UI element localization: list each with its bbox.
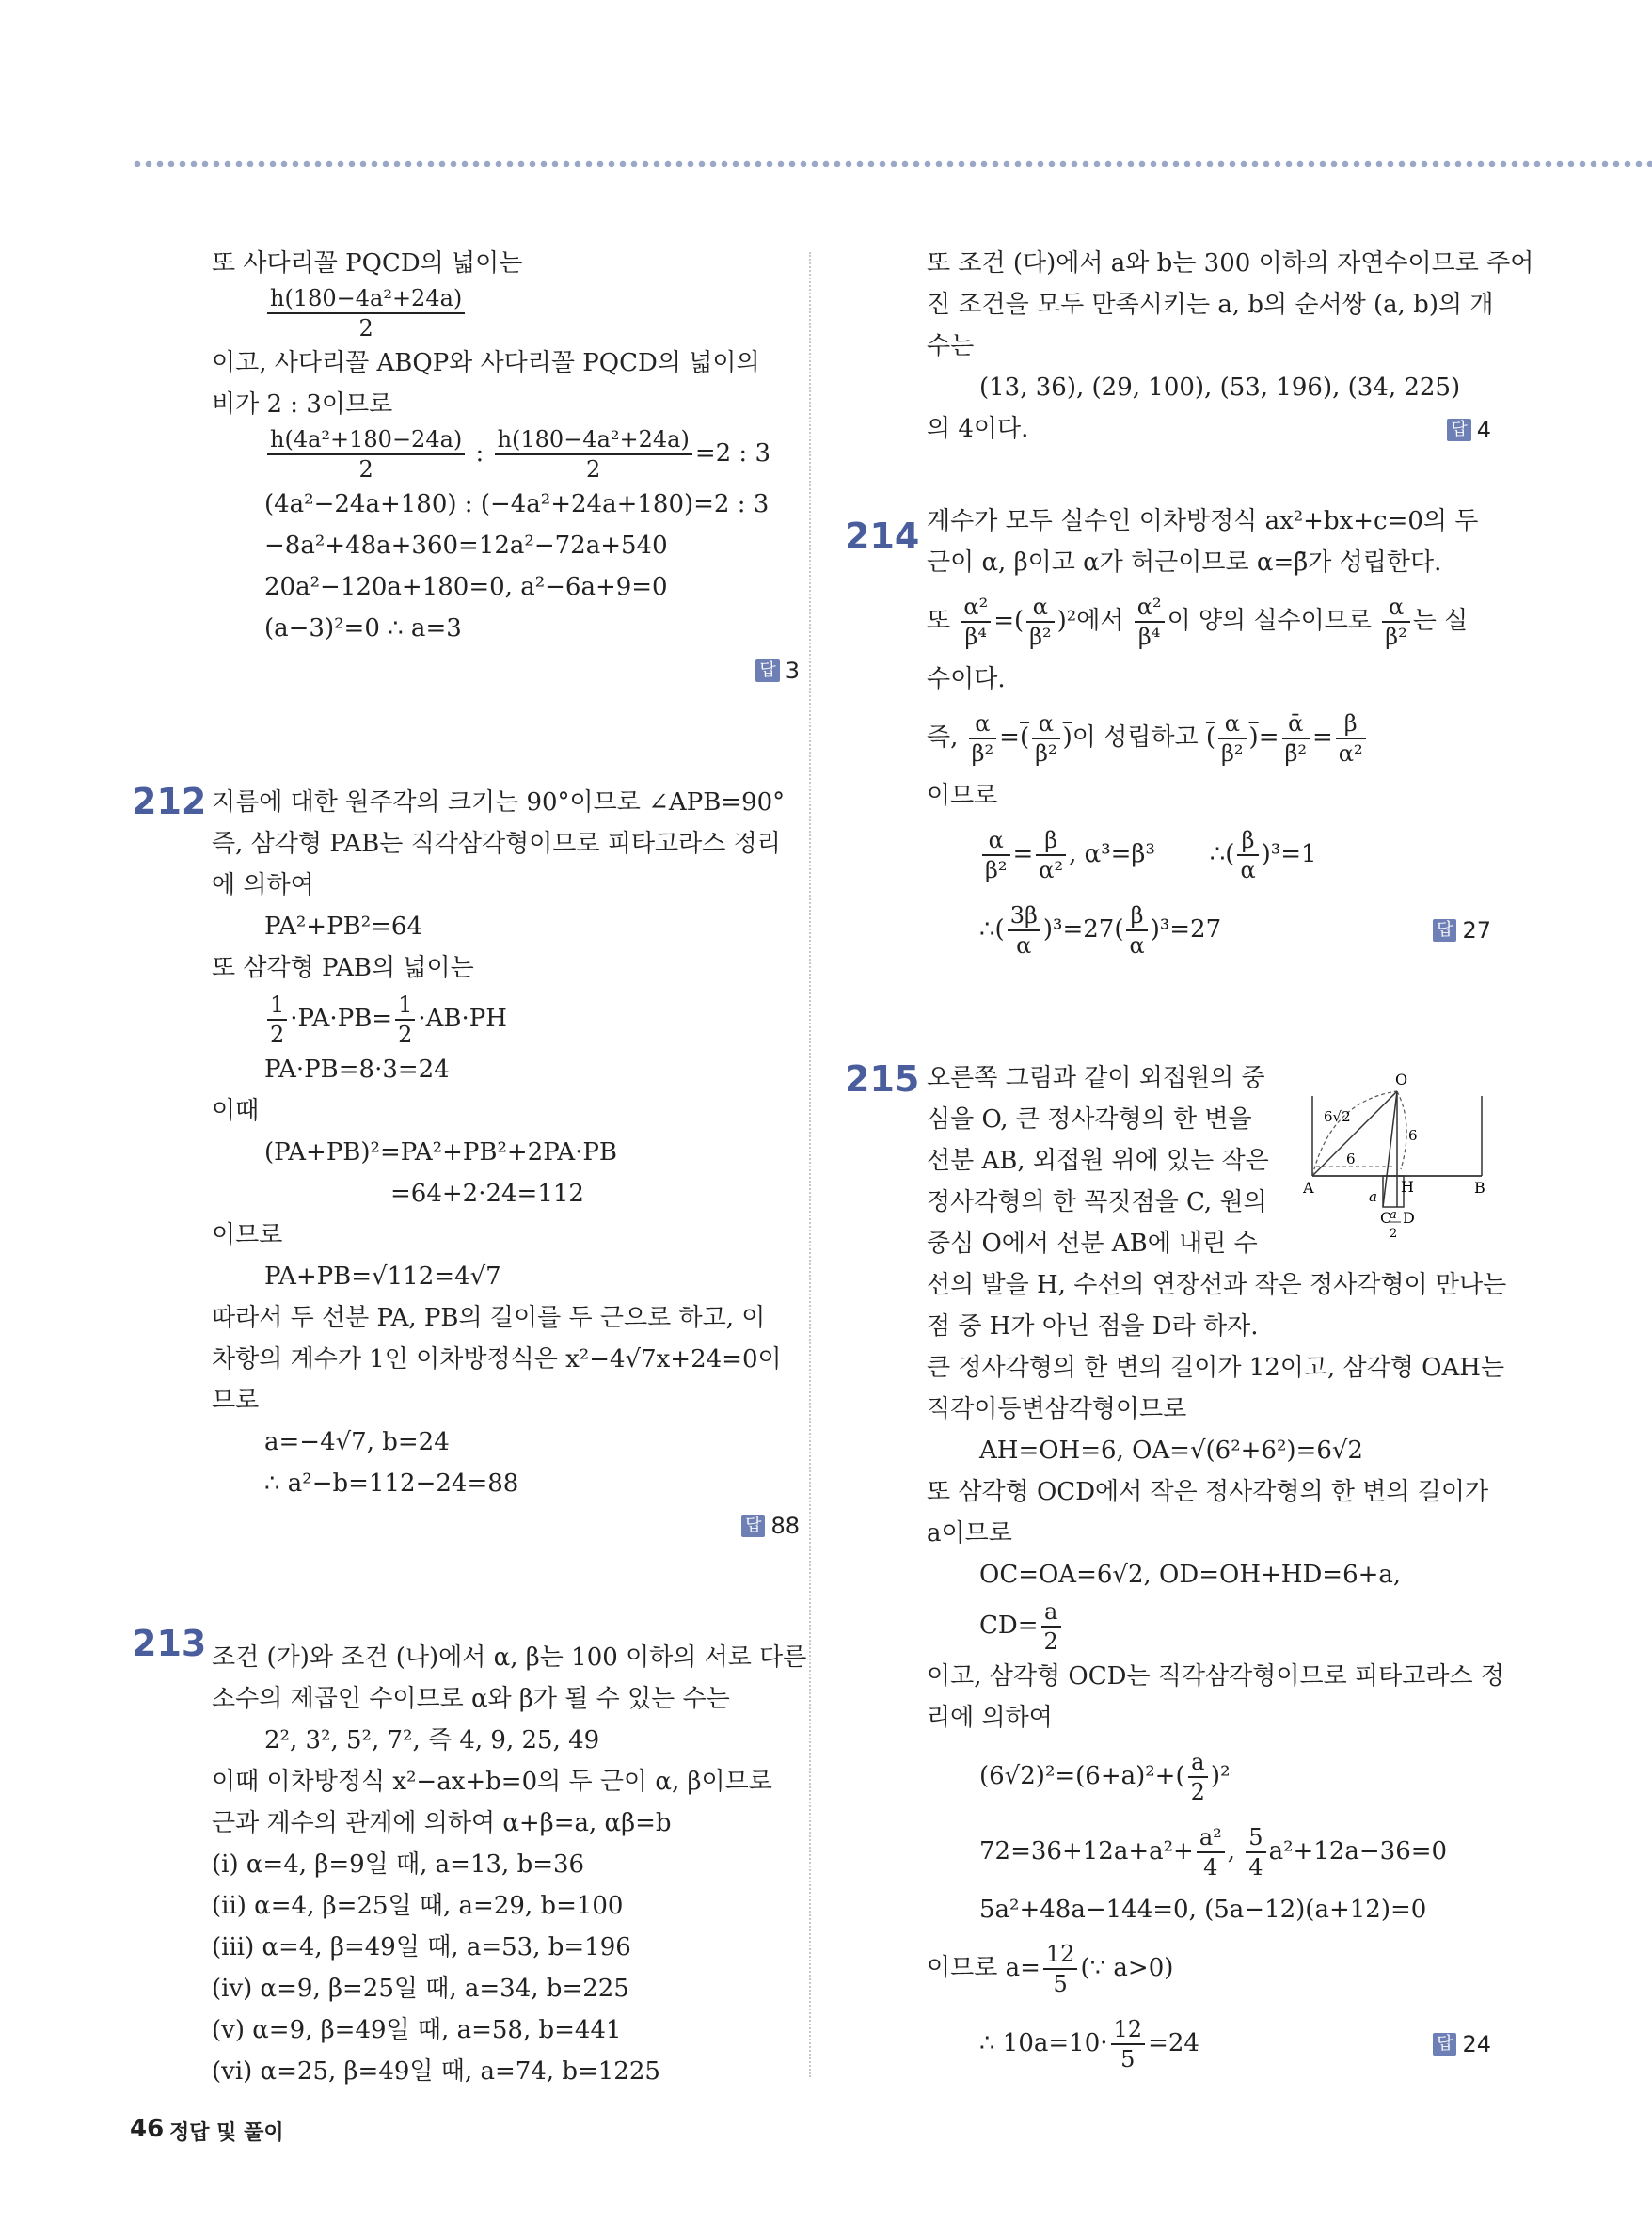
text-line: 수는 (927, 332, 975, 360)
label-2: 2 (1390, 1227, 1398, 1241)
fraction: $\frac{12}{5}$ (1111, 2015, 1146, 2073)
equation: a=−4√7, b=24 (264, 1428, 450, 1456)
text-line: 계수가 모두 실수인 이차방정식 ax²+bx+c=0의 두 (927, 507, 1479, 535)
equation: AH=OH=6, OA=√(6²+6²)=6√2 (979, 1437, 1363, 1465)
fraction: $\frac{1}{2}$ (267, 991, 287, 1049)
text-line: 지름에 대한 원주각의 크기는 90°이므로 ∠APB=90° (212, 788, 786, 817)
text-line: 심을 O, 큰 정사각형의 한 변을 (927, 1105, 1252, 1134)
equation: 이므로 a= $\frac{12}{5}$ (∵ a>0) (927, 1941, 1174, 1997)
equation: OC=OA=6√2, OD=OH+HD=6+a, (979, 1561, 1402, 1589)
case-line: (iv) α=9, β=25일 때, a=34, b=225 (212, 1975, 629, 2003)
equation: 20a²−120a+180=0, a²−6a+9=0 (264, 573, 668, 601)
text-line: 이고, 사다리꼴 ABQP와 사다리꼴 PQCD의 넓이의 (212, 349, 760, 377)
answer-badge: 답 (1447, 419, 1470, 441)
fraction: $\frac{a}{2}$ (1041, 1597, 1061, 1656)
text-line: 정사각형의 한 꼭짓점을 C, 원의 (927, 1188, 1267, 1216)
text-line: 또 삼각형 OCD에서 작은 정사각형의 한 변의 길이가 (927, 1478, 1489, 1506)
equation: PA²+PB²=64 (264, 913, 422, 941)
equation: ∴ 10a=10· $\frac{12}{5}$ =24 답 24 (927, 2006, 1491, 2081)
fraction: $\frac{\alpha}{\text{β²}}$ (1382, 593, 1410, 651)
answer-badge: 답 (755, 659, 779, 682)
equation: PA+PB=√112=4√7 (264, 1262, 501, 1291)
text-line: 이므로 (212, 1221, 283, 1249)
equation (212, 284, 800, 342)
label-6-bottom: 6 (1346, 1151, 1356, 1167)
label-a-side: a (1369, 1188, 1377, 1205)
equation: 즉, $\frac{\alpha}{\text{β²}}$ =( $\frac{\alpha}{\text{β²}}$ )이 성립하고 ( $\frac{\alpha}{\text{β²}}$ )= $\frac{\text{ᾱ}}{\text{β̄²}}$ = $\frac{\beta}{\text{α²}}$ (927, 700, 1491, 775)
text-line: 또 조건 (다)에서 a와 b는 300 이하의 자연수이므로 주어 (927, 249, 1534, 278)
equation: 또 $\frac{\text{α²}}{\text{β⁴}}$ =( $\frac{\alpha}{\text{β²}}$ )²에서 $\frac{\text{α²}}{\text{β⁴}}$ 이 양의 실수이므로 $\frac{\alpha}{\text{β²}}$ 는 실 (927, 594, 1469, 650)
equation: $\frac{1}{2}$ ·PA·PB= $\frac{1}{2}$ ·AB·PH (212, 989, 800, 1049)
text-line: 큰 정사각형의 한 변의 길이가 12이고, 삼각형 OAH는 (927, 1354, 1505, 1382)
equation: $\frac{\alpha}{\text{β²}}$ = $\frac{\beta}{\text{α²}}$ , α³=β³ ∴( $\frac{\beta}{\alpha}$ )³=1 (927, 817, 1491, 892)
text-line: 중심 O에서 선분 AB에 내린 수 (927, 1230, 1258, 1258)
text-line: 소수의 제곱인 수이므로 α와 β가 될 수 있는 수는 (212, 1685, 730, 1713)
fraction: $\frac{\beta}{\text{α²}}$ (1336, 709, 1366, 768)
text-line: 또 사다리꼴 PQCD의 넓이는 (212, 249, 523, 278)
label-o: O (1395, 1071, 1408, 1088)
text-line: 즉, 삼각형 PAB는 직각삼각형이므로 피타고라스 정리 (212, 830, 781, 858)
problem-215-wrapped (927, 1057, 1284, 1264)
text-line: 따라서 두 선분 PA, PB의 길이를 두 근으로 하고, 이 (212, 1304, 766, 1332)
fraction: $\frac{\beta}{\alpha}$ (1126, 901, 1147, 960)
text-line: 수이다. (927, 665, 1006, 693)
label-a-half: a (1390, 1208, 1397, 1222)
text-line: 직각이등변삼각형이므로 (927, 1395, 1187, 1423)
label-a: A (1303, 1179, 1314, 1197)
problem-number-213: 213 (132, 1623, 207, 1664)
text-line: 의 4이다. 답 4 (927, 408, 1491, 450)
fraction: $\frac{\alpha}{\text{β²}}$ (1026, 593, 1055, 651)
fraction: $\frac{\alpha}{\text{β²}}$ (969, 709, 997, 768)
text-line: 조건 (가)와 조건 (나)에서 α, β는 100 이하의 서로 다른 (212, 1643, 807, 1672)
fraction: $\frac{\text{α²}}{\text{β⁴}}$ (961, 593, 991, 651)
footer-title: 정답 및 풀이 (169, 2121, 284, 2145)
text-line: 선의 발을 H, 수선의 연장선과 작은 정사각형이 만나는 (927, 1271, 1507, 1299)
fraction: $\frac{\text{h(4a²+180−24a)}}{2}$ (267, 425, 465, 484)
fraction: $\frac{1}{2}$ (395, 991, 415, 1049)
case-line: (iii) α=4, β=49일 때, a=53, b=196 (212, 1933, 631, 1961)
fraction: $\frac{\alpha}{\text{β²}}$ (1218, 709, 1247, 768)
fraction: $\frac{\text{ᾱ}}{\text{β̄²}}$ (1282, 709, 1310, 768)
problem-number-212: 212 (132, 781, 207, 822)
equation: (6√2)²=(6+a)²+( $\frac{a}{2}$ )² (979, 1749, 1231, 1805)
fraction: $\frac{\text{a²}}{4}$ (1197, 1823, 1225, 1882)
text-line: 진 조건을 모두 만족시키는 a, b의 순서쌍 (a, b)의 개 (927, 291, 1494, 319)
fraction: $\frac{\alpha}{\text{β²}}$ (1032, 709, 1060, 768)
fraction: $\frac{\text{h(180−4a²+24a)}}{2}$ (267, 284, 465, 342)
equation: (PA+PB)²=PA²+PB²+2PA·PB (264, 1138, 617, 1167)
label-6root2: 6√2 (1324, 1108, 1351, 1125)
case-line: (vi) α=25, β=49일 때, a=74, b=1225 (212, 2057, 660, 2086)
fraction: $\frac{\alpha}{\text{β²}}$ (982, 826, 1010, 884)
text-line: 에 의하여 (212, 871, 314, 899)
equation: 2², 3², 5², 7², 즉 4, 9, 25, 49 (264, 1726, 600, 1755)
equation: (4a²−24a+180) : (−4a²+24a+180)=2 : 3 (264, 490, 770, 518)
text-line: 선분 AB, 외접원 위에 있는 작은 (927, 1147, 1269, 1175)
answer-215: 답 24 (1433, 2006, 1491, 2082)
fraction: $\frac{12}{5}$ (1043, 1940, 1078, 1998)
equation: 72=36+12a+a²+ $\frac{\text{a²}}{4}$ , $\frac{5}{4}$ a²+12a−36=0 (979, 1824, 1448, 1881)
top-dotted-rule (132, 160, 1652, 167)
answer-badge: 답 (1433, 919, 1456, 942)
problem-number-215: 215 (845, 1058, 920, 1100)
fraction: $\frac{a}{2}$ (1188, 1748, 1208, 1806)
column-divider (809, 252, 811, 2077)
answer-badge: 답 (741, 1515, 765, 1537)
fraction: $\frac{\text{h(180−4a²+24a)}}{2}$ (495, 425, 692, 484)
fraction: $\frac{5}{4}$ (1246, 1823, 1265, 1882)
geometry-figure (1303, 1068, 1491, 1256)
text-line: 므로 (212, 1387, 260, 1415)
page-number: 46 (130, 2115, 165, 2143)
text-line: 근과 계수의 관계에 의하여 α+β=a, αβ=b (212, 1809, 672, 1837)
label-c: C (1380, 1209, 1392, 1227)
text-line: 차항의 계수가 1인 이차방정식은 x²−4√7x+24=0이 (212, 1345, 782, 1373)
case-line: (i) α=4, β=9일 때, a=13, b=36 (212, 1850, 585, 1879)
answer-211: 답 3 (212, 649, 800, 691)
label-h: H (1401, 1178, 1414, 1196)
fraction: $\frac{3\beta}{\alpha}$ (1008, 901, 1040, 960)
text-line: 이때 (212, 1097, 260, 1125)
equation: (a−3)²=0 ∴ a=3 (264, 614, 462, 643)
text-line: 이때 이차방정식 x²−ax+b=0의 두 근이 α, β이므로 (212, 1768, 772, 1796)
equation: −8a²+48a+360=12a²−72a+540 (264, 532, 668, 560)
left-column (212, 243, 807, 2092)
text-line: 이고, 삼각형 OCD는 직각삼각형이므로 피타고라스 정 (927, 1662, 1504, 1691)
answer-214: 답 27 (1433, 892, 1491, 968)
equation: $\frac{\text{h(4a²+180−24a)}}{2}$ : $\frac{\text{h(180−4a²+24a)}}{2}$ =2 : 3 (212, 425, 800, 484)
text-line: 또 삼각형 PAB의 넓이는 (212, 954, 474, 982)
equation: PA·PB=8·3=24 (264, 1056, 450, 1084)
text-line: 리에 의하여 (927, 1704, 1053, 1732)
equation: ∴( $\frac{3\beta}{\alpha}$ )³=27( $\frac{\beta}{\alpha}$ )³=27 답 27 (927, 892, 1491, 967)
equation: 5a²+48a−144=0, (5a−12)(a+12)=0 (979, 1896, 1427, 1924)
text-line: a이므로 (927, 1519, 1012, 1548)
fraction: $\frac{\beta}{\text{α²}}$ (1036, 826, 1066, 884)
equation: ∴ a²−b=112−24=88 (264, 1469, 519, 1498)
text-line: 점 중 H가 아닌 점을 D라 하자. (927, 1312, 1259, 1341)
case-line: (ii) α=4, β=25일 때, a=29, b=100 (212, 1892, 624, 1920)
equation: (13, 36), (29, 100), (53, 196), (34, 225) (979, 373, 1461, 402)
fraction: $\frac{\text{α²}}{\text{β⁴}}$ (1135, 593, 1165, 651)
problem-number-214: 214 (845, 516, 920, 557)
answer-212: 답 88 (212, 1504, 800, 1547)
label-d: D (1403, 1209, 1415, 1227)
text-line: 비가 2 : 3이므로 (212, 390, 393, 419)
text-line: 오른쪽 그림과 같이 외접원의 중 (927, 1064, 1265, 1092)
case-line: (v) α=9, β=49일 때, a=58, b=441 (212, 2016, 622, 2044)
text-line: 근이 α, β이고 α가 허근이므로 α=β̄가 성립한다. (927, 548, 1442, 577)
label-b: B (1474, 1179, 1485, 1197)
fraction: $\frac{\beta}{\alpha}$ (1237, 826, 1258, 884)
label-6-right: 6 (1408, 1127, 1418, 1144)
equation: CD= $\frac{a}{2}$ (927, 1596, 1491, 1656)
answer-213: 답 4 (1447, 408, 1491, 451)
text-line: 이므로 (927, 782, 998, 810)
equation: =64+2·24=112 (390, 1180, 584, 1208)
answer-badge: 답 (1433, 2033, 1456, 2056)
